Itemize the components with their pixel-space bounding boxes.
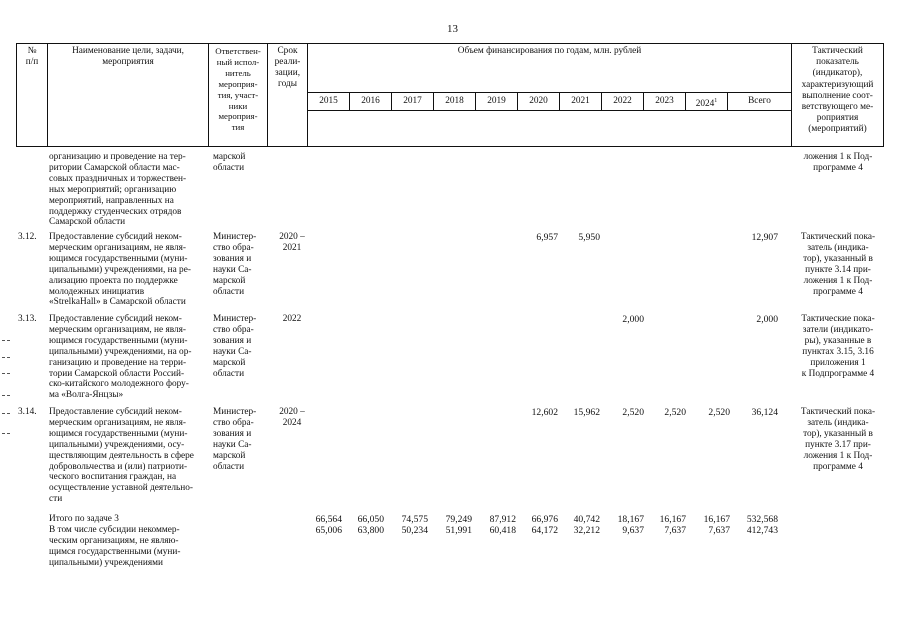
totals-value-2020: 66,976 [531,514,558,525]
row-3-value-2024: 2,520 [708,407,730,418]
header-year-2017: 2017 [403,96,422,106]
row-3-term: 2020 – 2024 [279,407,305,428]
totals-value-2024: 16,167 [703,514,730,525]
row-3-value-2023: 2,520 [664,407,686,418]
row-0-responsible: марской области [213,152,246,173]
row-2-value-2022: 2,000 [622,314,644,325]
header-year-2016: 2016 [361,96,380,106]
totals-value-total: 532,568 [746,514,778,525]
header-year-2022: 2022 [613,96,632,106]
header-indicator: Тактический показатель (индикатор), характеризующий выполнение соот- ветствующего ме- роприятия (мероприятий) [801,46,874,135]
row-1-responsible: Министер- ство обра- зования и науки Са- марской области [213,232,257,297]
table-header [16,43,884,147]
totals-value-2021: 40,742 [573,514,600,525]
row-1-term: 2020 – 2021 [279,232,305,253]
header-year-2020: 2020 [529,96,548,106]
totals-sub-label: В том числе субсидии некоммер- ческим организациям, не являю- щимся государственными (муни- ципальными) учреждениями [49,525,181,568]
sub-value-2023: 7,637 [664,525,686,536]
totals-label: Итого по задаче 3 [49,514,119,524]
scan-marks [2,335,12,455]
totals-value-2016: 66,050 [357,514,384,525]
sub-value-2016: 63,800 [357,525,384,536]
header-year-2023: 2023 [655,96,674,106]
row-3-name: Предоставление субсидий неком- мерческим организациям, не явля- ющимся государственными (муни- ципальными) учреждениями, осу- ществляющим деятельность в сфере добровольчества и (или) патриоти- ческого воспитания граждан, на осуществление уставной деятельно- сти [49,407,194,505]
row-1-total: 12,907 [751,232,778,243]
sub-value-2018: 51,991 [445,525,472,536]
totals-value-2023: 16,167 [659,514,686,525]
sub-value-2017: 50,234 [401,525,428,536]
row-3-num: 3.14. [18,407,37,417]
row-1-name: Предоставление субсидий неком- мерческим организациям, не явля- ющимся государственными (муни- ципальными) учреждениями, на ре- ализацию проекта по поддержке молодежных инициатив «StrelkaHall» в Самарской области [49,232,191,308]
row-3-value-2022: 2,520 [622,407,644,418]
header-num: № п/п [25,46,39,67]
row-2-responsible: Министер- ство обра- зования и науки Са- марской области [213,314,257,379]
totals-value-2019: 87,912 [489,514,516,525]
sub-value-2022: 9,637 [622,525,644,536]
row-1-value-2021: 5,950 [578,232,600,243]
sub-value-2019: 60,418 [489,525,516,536]
footnote-mark: 1 [714,98,718,104]
row-0-name: организацию и проведение на тер- ритории Самарской области мас- совых праздничных и торжествен- ных мероприятий; организацию мероприятий, направленных на поддержку студенческих отрядов Самарской области [49,152,187,228]
page-number: 13 [447,23,458,35]
header-year-2015: 2015 [319,96,338,106]
header-year-2019: 2019 [487,96,506,106]
header-total: Всего [748,96,771,106]
header-responsible: Ответствен- ный испол- нитель мероприя- тия, участ- ники мероприя- тия [215,46,261,133]
header-year-2021: 2021 [571,96,590,106]
row-2-num: 3.13. [18,314,37,324]
sub-value-2024: 7,637 [708,525,730,536]
totals-value-2018: 79,249 [445,514,472,525]
sub-value-total: 412,743 [746,525,778,536]
header-year-2018: 2018 [445,96,464,106]
row-3-responsible: Министер- ство обра- зования и науки Са- марской области [213,407,257,472]
row-1-num: 3.12. [18,232,37,242]
totals-value-2017: 74,575 [401,514,428,525]
row-2-term: 2022 [282,314,302,324]
header-year-2024: 2024$^1$ [695,98,718,110]
header-financing: Объем финансирования по годам, млн. рублей [457,46,642,56]
row-0-indicator: ложения 1 к Под- программе 4 [803,152,873,173]
sub-value-2020: 64,172 [531,525,558,536]
row-3-value-2020: 12,602 [531,407,558,418]
header-name: Наименование цели, задачи, мероприятия [72,46,184,67]
row-2-indicator: Тактические пока- затели (индикато- ры), указанные в пунктах 3.15, 3.16 приложения 1 к Подпрограмме 4 [801,314,875,379]
row-1-indicator: Тактический пока- затель (индика- тор), указанный в пункте 3.14 при- ложения 1 к Под- программе 4 [800,232,876,297]
totals-value-2022: 18,167 [617,514,644,525]
header-term: Срок реали- зации, годы [274,46,301,89]
totals-value-2015: 66,564 [315,514,342,525]
row-3-total: 36,124 [751,407,778,418]
row-3-indicator: Тактический пока- затель (индика- тор), указанный в пункте 3.17 при- ложения 1 к Под- программе 4 [800,407,876,472]
sub-value-2021: 32,212 [573,525,600,536]
row-2-total: 2,000 [756,314,778,325]
row-2-name: Предоставление субсидий неком- мерческим организациям, не явля- ющимся государственными (муни- ципальными) учреждениями, на ор- ганизацию и проведение на терри- тории Самарской области Россий- ско-китайского молодежного фору- ма «Волга-Янцзы» [49,314,192,401]
row-3-value-2021: 15,962 [573,407,600,418]
sub-value-2015: 65,006 [315,525,342,536]
row-1-value-2020: 6,957 [536,232,558,243]
